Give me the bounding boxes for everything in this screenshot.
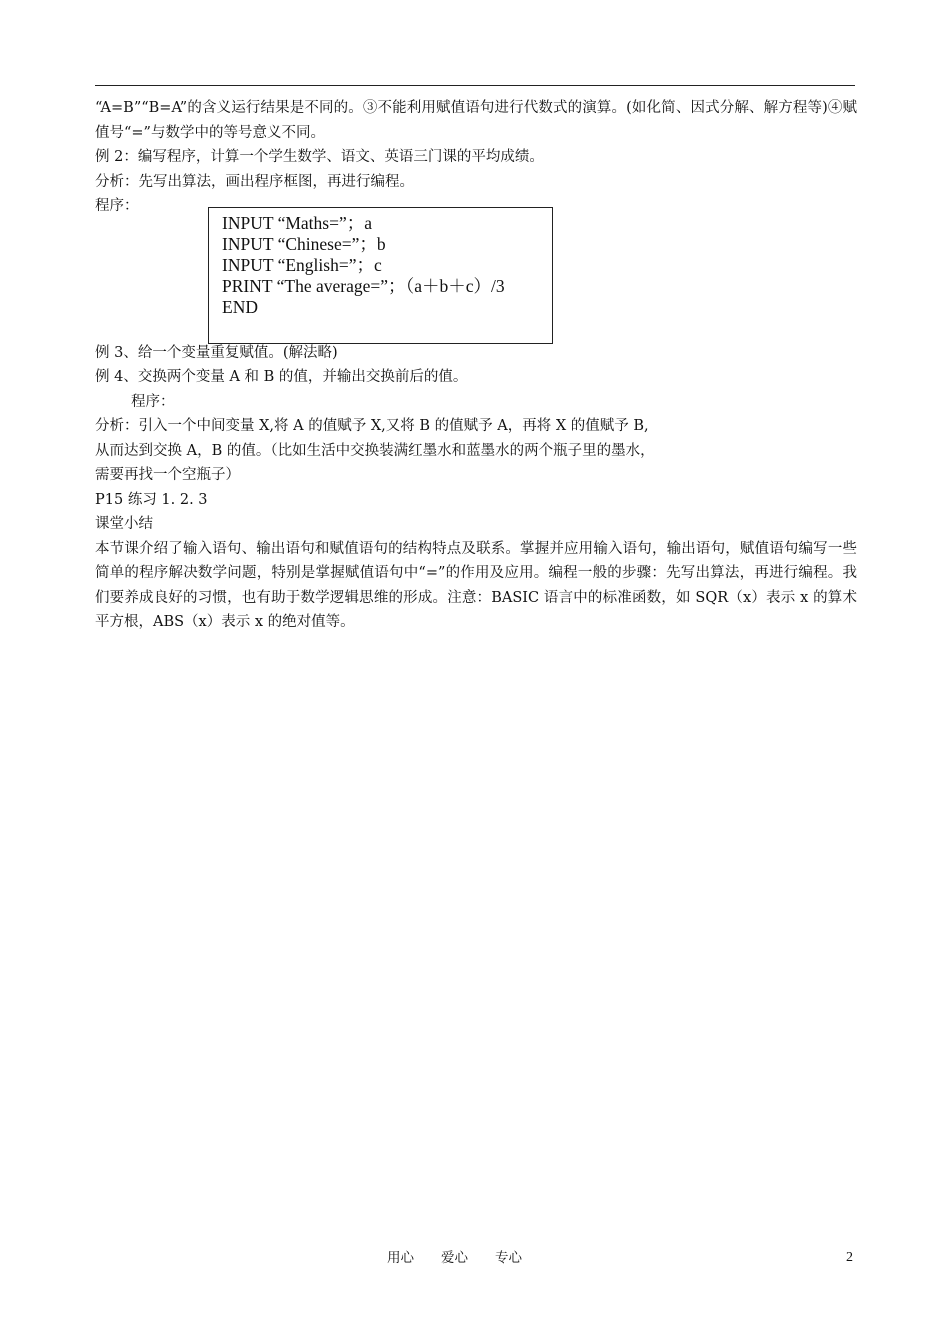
summary-heading: 课堂小结 [95, 516, 153, 532]
example-3-title: 例 3、给一个变量重复赋值。(解法略) [95, 344, 338, 361]
example-2-analysis: 分析：先写出算法，画出程序框图，再进行编程。 [95, 173, 414, 190]
example-4-analysis-line-2: 从而达到交换 A，B 的值。（比如生活中交换装满红墨水和蓝墨水的两个瓶子里的墨水， [95, 442, 655, 459]
header-rule [95, 85, 855, 86]
code-line-print-average: PRINT “The average=”；（a＋b＋c）/3 [222, 276, 505, 296]
footer-motto: 用心 爱心 专心 [387, 1250, 522, 1266]
code-line-input-chinese: INPUT “Chinese=”；b [222, 234, 386, 254]
code-line-end: END [222, 297, 258, 317]
example-2-title: 例 2：编写程序，计算一个学生数学、语文、英语三门课的平均成绩。 [95, 149, 544, 165]
program-label-2: 程序： [131, 393, 175, 410]
code-line-input-maths: INPUT “Maths=”；a [222, 213, 373, 233]
program-label: 程序： [95, 198, 139, 214]
exercise-reference: P15 练习 1. 2. 3 [95, 491, 208, 508]
example-4-title: 例 4、交换两个变量 A 和 B 的值，并输出交换前后的值。 [95, 369, 468, 385]
page-number: 2 [846, 1250, 853, 1265]
example-4-analysis-line-1: 分析：引入一个中间变量 X,将 A 的值赋予 X,又将 B 的值赋予 A，再将 X 的值赋予 B, [95, 418, 649, 434]
summary-paragraph: 本节课介绍了输入语句、输出语句和赋值语句的结构特点及联系。掌握并应用输入语句，输出语句，赋值语句编写一些简单的程序解决数学问题，特别是掌握赋值语句中“=”的作用及应用。编程一般的步骤：先写出算法，再进行编程。我们要养成良好的习惯，也有助于数学逻辑思维的形成。注意：BASIC 语言中的标准函数，如 SQR（x）表示 x 的算术平方根，ABS（x）表示 x 的绝对值等。 [95, 540, 857, 630]
document-body [95, 96, 857, 635]
paragraph-assignment-notes: “A=B”“B=A”的含义运行结果是不同的。③不能利用赋值语句进行代数式的演算。(如化简、因式分解、解方程等)④赋值号“=”与数学中的等号意义不同。 [95, 100, 857, 141]
program-code-box [208, 207, 553, 344]
code-line-input-english: INPUT “English=”；c [222, 255, 382, 275]
example-4-analysis-line-3: 需要再找一个空瓶子） [95, 467, 240, 483]
